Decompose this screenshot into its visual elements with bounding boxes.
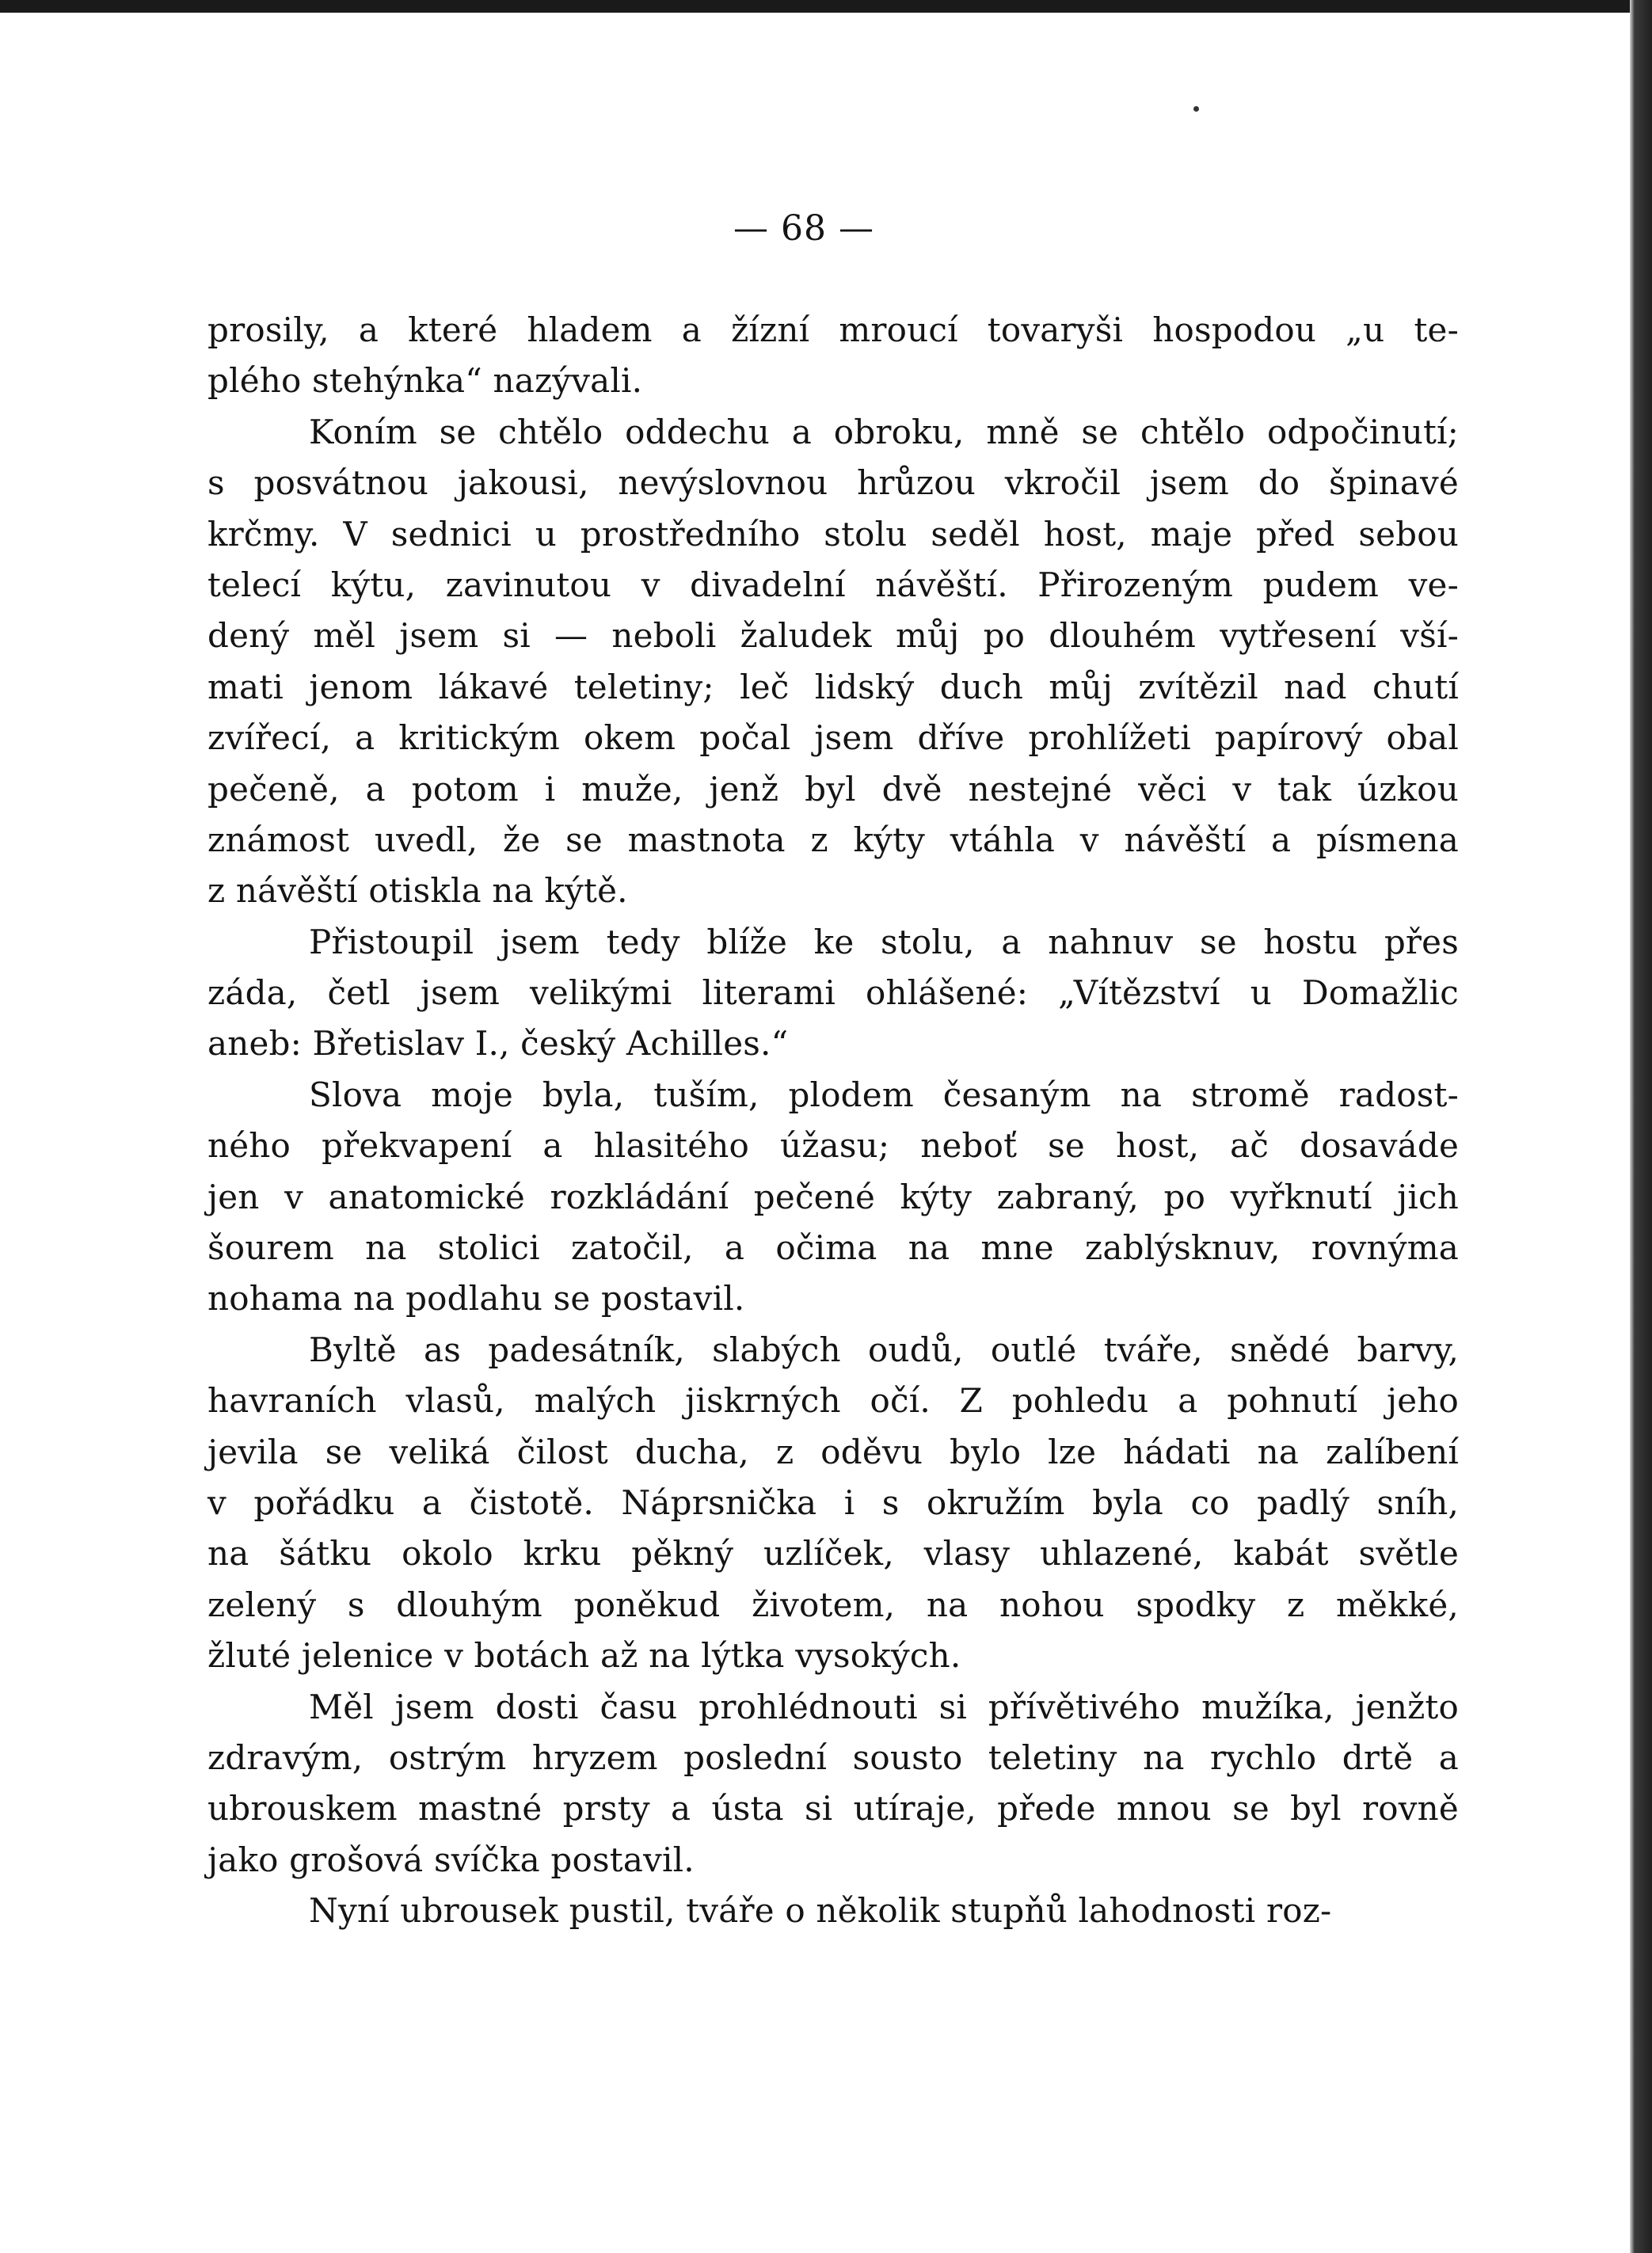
text-line: ného překvapení a hlasitého úžasu; neboť se host, ač dosaváde — [207, 1126, 1459, 1166]
text-line: z návěští otiskla na kýtě. — [207, 871, 628, 911]
text-line: dený měl jsem si — neboli žaludek můj po dlouhém vytřesení vší- — [207, 616, 1459, 656]
text-line: prosily, a které hladem a žízní mroucí tovaryši hospodou „u te- — [207, 310, 1459, 349]
text-line: v pořádku a čistotě. Náprsnička i s okružím byla co padlý sníh, — [207, 1482, 1459, 1522]
text-line: zelený s dlouhým poněkud životem, na nohou spodky z měkké, — [207, 1585, 1459, 1624]
text-line: plého stehýnka“ nazývali. — [207, 361, 643, 401]
page-number: — 68 — — [733, 208, 874, 249]
text-line: krčmy. V sednici u prostředního stolu seděl host, maje před sebou — [207, 514, 1459, 554]
ink-speck — [1193, 106, 1199, 112]
text-line: mati jenom lákavé teletiny; leč lidský duch můj zvítězil nad chutí — [207, 667, 1459, 706]
text-line: Koním se chtělo oddechu a obroku, mně se chtělo odpočinutí; — [309, 412, 1459, 451]
scan-border-right — [1630, 0, 1652, 2253]
text-line: Měl jsem dosti času prohlédnouti si přívětivého mužíka, jenžto — [309, 1687, 1459, 1726]
text-line: Byltě as padesátník, slabých oudů, outlé tváře, snědé barvy, — [309, 1330, 1459, 1369]
text-line: zvířecí, a kritickým okem počal jsem dříve prohlížeti papírový obal — [207, 718, 1459, 758]
text-line: telecí kýtu, zavinutou v divadelní návěští. Přirozeným pudem ve- — [207, 565, 1459, 604]
text-line: pečeně, a potom i muže, jenž byl dvě nestejné věci v tak úzkou — [207, 769, 1459, 809]
text-line: známost uvedl, že se mastnota z kýty vtáhla v návěští a písmena — [207, 820, 1459, 859]
body-text — [207, 305, 1459, 1937]
text-line: aneb: Břetislav I., český Achilles.“ — [207, 1024, 789, 1064]
text-line: Nyní ubrousek pustil, tváře o několik stupňů lahodnosti roz- — [309, 1891, 1332, 1931]
text-line: jako grošová svíčka postavil. — [207, 1840, 695, 1879]
text-line: záda, četl jsem velikými literami ohlášené: „Vítězství u Domažlic — [207, 973, 1459, 1013]
text-line: Přistoupil jsem tedy blíže ke stolu, a nahnuv se hostu přes — [309, 922, 1459, 961]
text-line: nohama na podlahu se postavil. — [207, 1279, 745, 1319]
scan-border-top — [0, 0, 1652, 13]
text-line: s posvátnou jakousi, nevýslovnou hrůzou vkročil jsem do špinavé — [207, 463, 1459, 503]
text-line: havraních vlasů, malých jiskrných očí. Z pohledu a pohnutí jeho — [207, 1381, 1459, 1421]
text-line: zdravým, ostrým hryzem poslední sousto teletiny na rychlo drtě a — [207, 1737, 1459, 1777]
text-line: jevila se veliká čilost ducha, z oděvu bylo lze hádati na zalíbení — [207, 1432, 1459, 1471]
text-line: jen v anatomické rozkládání pečené kýty zabraný, po vyřknutí jich — [207, 1177, 1459, 1216]
text-line: ubrouskem mastné prsty a ústa si utíraje, přede mnou se byl rovně — [207, 1789, 1459, 1829]
text-line: šourem na stolici zatočil, a očima na mne zablýsknuv, rovnýma — [207, 1228, 1459, 1268]
text-line: žluté jelenice v botách až na lýtka vysokých. — [207, 1636, 961, 1676]
text-line: Slova moje byla, tuším, plodem česaným na stromě radost- — [309, 1075, 1459, 1114]
text-line: na šátku okolo krku pěkný uzlíček, vlasy uhlazené, kabát světle — [207, 1534, 1459, 1574]
